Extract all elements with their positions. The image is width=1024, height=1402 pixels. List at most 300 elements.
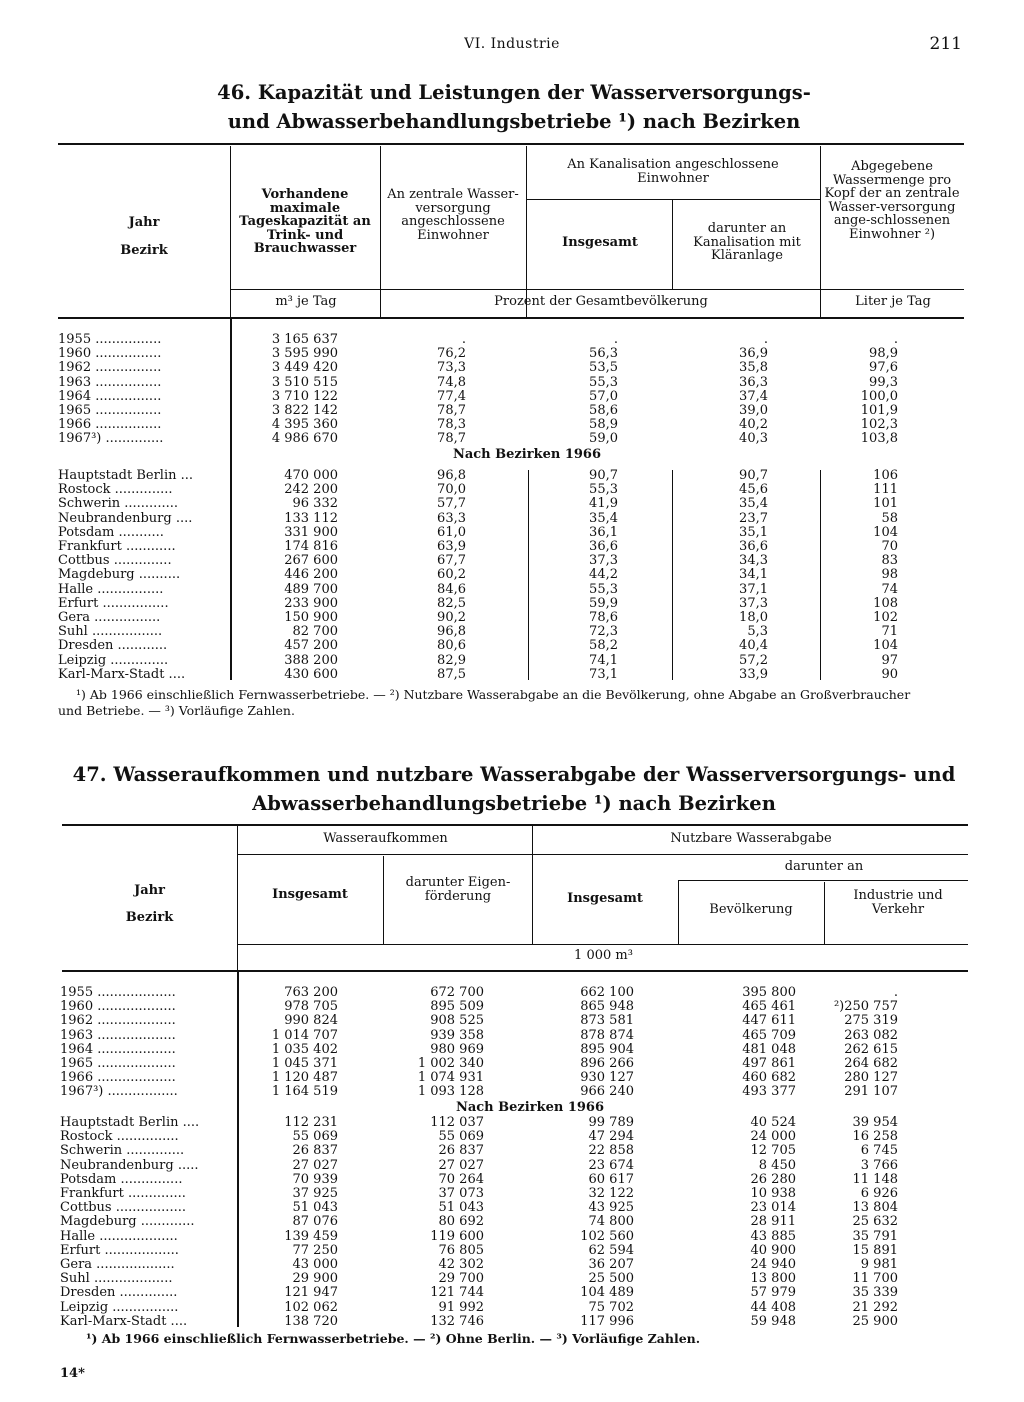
table47-footnote: ¹) Ab 1966 einschließlich Fernwasserbetriebe. — ²) Ohne Berlin. — ³) Vorläufige Zahlen. [86,1331,701,1346]
table-cell: 77 250 [292,1242,338,1258]
table-cell: 908 525 [430,1013,484,1029]
table-cell: 36 207 [588,1257,634,1272]
table-cell: 90,7 [589,468,618,483]
table46-section-heading: Nach Bezirken 1966 [452,447,602,462]
table-row [0,1085,1024,1099]
table46-title-line1: 46. Kapazität und Leistungen der Wasserversorgungs- [217,81,811,104]
table-cell: 104 489 [580,1285,634,1301]
table-cell: 90 [881,666,898,682]
table-cell: 36,9 [739,346,768,362]
table-row [0,432,1024,446]
table-cell: 74 800 [588,1214,634,1230]
table-cell: 15 891 [852,1242,898,1258]
table-cell: 78,6 [589,610,618,625]
table47-head-eigen: darunter Eigen-förderung [405,875,511,904]
table-row [0,1215,1024,1229]
table-row [0,1315,1024,1329]
table-cell: 39,0 [739,403,768,418]
table-row [0,404,1024,418]
table-cell: 61,0 [437,524,466,540]
table-cell: 3 449 420 [271,360,338,376]
table-cell: 73,1 [589,666,618,682]
table-cell: 291 107 [844,1084,898,1100]
table47-unit: 1 000 m³ [574,948,633,963]
table-cell: 58,9 [589,417,618,433]
table-cell: 263 082 [844,1027,898,1043]
table-cell: 60,2 [437,567,466,583]
table-cell: 99,3 [869,374,898,390]
table-cell: 139 459 [284,1228,338,1244]
table-cell: 35 339 [852,1285,898,1301]
table-row [0,611,1024,625]
table-cell: 978 705 [284,999,338,1015]
table-cell: 26 837 [292,1143,338,1159]
table-cell: 55,3 [589,581,618,597]
table-cell: 37,1 [739,581,768,597]
table-cell: 28 911 [750,1214,796,1230]
table47-head-insgesamt-2: Insgesamt [567,891,643,906]
row-label: 1964 ................... [60,1042,176,1057]
table-cell: . [893,985,898,1000]
table46-header-rule [58,317,964,319]
table-cell: 132 746 [430,1313,484,1329]
table-row [0,654,1024,668]
table-cell: 87,5 [437,666,466,682]
table-cell: 35 791 [852,1228,898,1244]
table-row [0,497,1024,511]
table-cell: 29 700 [438,1271,484,1287]
table-cell: 6 745 [860,1143,898,1159]
table47-head-nutzbar: Nutzbare Wasserabgabe [670,831,832,846]
table-cell: ²)250 757 [833,999,898,1015]
table-row [0,554,1024,568]
table-cell: 39 954 [852,1115,898,1130]
table-row [0,986,1024,1000]
table46-vline [230,146,231,317]
table-cell: 40,3 [739,431,768,447]
table-row [0,668,1024,682]
table-cell: 70 939 [292,1171,338,1187]
table-row [0,376,1024,390]
table-cell: 70 [881,539,898,554]
row-label: 1963 ................... [60,1028,176,1043]
table-row [0,1029,1024,1043]
table-row [0,469,1024,483]
table-cell: 55,3 [589,482,618,498]
row-label: Frankfurt ............ [58,540,176,554]
table-cell: 97 [881,652,898,668]
row-label: 1965 ................ [58,404,162,418]
table-row [0,418,1024,432]
table-cell: 5,3 [747,624,768,640]
table-cell: 57,0 [589,388,618,404]
row-label: Karl-Marx-Stadt .... [60,1314,188,1329]
table-cell: 60 617 [588,1171,634,1187]
table-cell: 133 112 [284,510,338,526]
table-row [0,1272,1024,1286]
row-label: 1966 ................ [58,418,162,433]
table-cell: 489 700 [284,581,338,597]
table-cell: 37 925 [292,1186,338,1201]
table-cell: 100,0 [860,388,898,404]
table-cell: 1 045 371 [271,1056,338,1071]
table-cell: 96,8 [437,624,466,640]
table-cell: 108 [873,595,898,611]
table-row [0,1043,1024,1057]
row-label: Hauptstadt Berlin ... [58,469,194,483]
table-cell: 23 014 [750,1200,796,1216]
table-row [0,1159,1024,1173]
table-cell: 25 632 [852,1214,898,1230]
table-cell: 174 816 [284,539,338,554]
table-cell: 447 611 [742,1013,796,1029]
table-cell: 878 874 [580,1027,634,1043]
table-cell: 6 926 [860,1186,898,1201]
row-label: Neubrandenburg ..... [60,1158,199,1173]
table-row [0,1187,1024,1201]
table-cell: 388 200 [284,652,338,668]
table-cell: 26 837 [438,1143,484,1159]
row-label: Erfurt ................ [58,596,169,611]
table-cell: 84,6 [437,581,466,597]
table-cell: 242 200 [284,482,338,498]
table-cell: 78,3 [437,417,466,433]
table-cell: 25 500 [588,1271,634,1287]
row-label: Halle ................ [58,582,164,597]
table-cell: 40 524 [750,1115,796,1130]
table-cell: 37,3 [739,595,768,611]
table-cell: 72,3 [589,624,618,640]
table-cell: 465 709 [742,1027,796,1043]
table47-vline [678,880,679,944]
table-cell: 966 240 [580,1084,634,1100]
table-row [0,540,1024,554]
table-row [0,361,1024,375]
row-label: Gera ................ [58,611,161,625]
table-cell: 939 358 [430,1027,484,1043]
table-row [0,1144,1024,1158]
table-cell: 36,1 [589,524,618,540]
table-cell: 102 [873,610,898,625]
table-cell: 58,2 [589,638,618,654]
table-cell: 43 925 [588,1200,634,1216]
table46-head-jahr: Jahr [128,215,160,230]
table-cell: 13 804 [852,1200,898,1216]
table-cell: 63,3 [437,510,466,526]
table-row [0,512,1024,526]
row-label: Halle ................... [60,1229,178,1244]
table-cell: 11 700 [852,1271,898,1287]
table-row [0,639,1024,653]
table-cell: 121 947 [284,1285,338,1301]
table-cell: 457 200 [284,638,338,654]
table47-rule [237,944,968,945]
row-label: 1965 ................... [60,1057,176,1071]
table-cell: 59 948 [750,1313,796,1329]
table-cell: 44 408 [750,1299,796,1315]
table-cell: 36,6 [739,539,768,554]
row-label: 1960 ................ [58,347,162,362]
table-cell: 990 824 [284,1013,338,1029]
table-cell: 82,9 [437,652,466,668]
table-cell: 47 294 [588,1129,634,1145]
table-cell: 36,6 [589,539,618,554]
table-cell: 331 900 [284,524,338,540]
table-cell: 24 000 [750,1129,796,1145]
table-cell: 42 302 [438,1257,484,1272]
table-cell: 80,6 [437,638,466,654]
row-label: Suhl ................... [60,1272,173,1287]
table-cell: 27 027 [292,1157,338,1173]
table47-vline [532,826,533,944]
table-cell: 3 710 122 [271,388,338,404]
table-cell: 233 900 [284,595,338,611]
row-label: Cottbus ................. [60,1201,186,1216]
row-label: 1967³) ................. [60,1085,178,1100]
table-cell: 32 122 [588,1186,634,1201]
table-cell: 3 822 142 [271,403,338,418]
table-cell: 41,9 [589,496,618,512]
table-cell: . [461,332,466,347]
row-label: Potsdam ........... [58,525,164,540]
table-cell: 662 100 [580,985,634,1000]
table46-unit-liter: Liter je Tag [855,294,931,309]
table-cell: 12 705 [750,1143,796,1159]
table-cell: 51 043 [438,1200,484,1216]
table-cell: 71 [881,624,898,640]
table-cell: 4 986 670 [271,431,338,447]
table-cell: 82 700 [292,624,338,640]
table-cell: 13 800 [750,1271,796,1287]
table47-section-heading: Nach Bezirken 1966 [455,1100,605,1115]
table-cell: 895 904 [580,1041,634,1057]
table-cell: 40,4 [739,638,768,654]
table-cell: 29 900 [292,1271,338,1287]
table-cell: 74 [881,581,898,597]
table46-rule [526,199,820,200]
table-cell: 34,3 [739,553,768,569]
row-label: Schwerin .............. [60,1144,185,1159]
table-cell: 1 074 931 [417,1070,484,1086]
table-row [0,1014,1024,1028]
table-cell: 23,7 [739,510,768,526]
row-label: Leipzig ................ [60,1300,179,1315]
table47-head-jahr: Jahr [134,883,165,898]
table-cell: 80 692 [438,1214,484,1230]
row-label: 1960 ................... [60,1000,176,1015]
table-cell: 73,3 [437,360,466,376]
table-cell: 150 900 [284,610,338,625]
table-cell: 58 [881,510,898,526]
table-cell: 1 093 128 [417,1084,484,1100]
table47-vline [824,882,825,944]
row-label: Rostock ............... [60,1130,179,1145]
table-cell: 55,3 [589,374,618,390]
table-cell: 25 900 [852,1313,898,1329]
table-cell: 24 940 [750,1257,796,1272]
table47-head-bevoelkerung: Bevölkerung [709,902,793,917]
table-cell: 96,8 [437,468,466,483]
table-cell: . [763,332,768,347]
table-cell: 63,9 [437,539,466,554]
row-label: 1962 ................... [60,1014,176,1029]
table-cell: 465 461 [742,999,796,1015]
table-cell: 99 789 [588,1115,634,1130]
table-cell: 37 073 [438,1186,484,1201]
table47-title [60,760,968,818]
table47-title-line2: Abwasserbehandlungsbetriebe ¹) nach Bezirken [252,792,776,815]
table-cell: 264 682 [844,1056,898,1071]
table-cell: 37,4 [739,388,768,404]
row-label: Dresden .............. [60,1286,178,1301]
table-row [0,526,1024,540]
table-cell: 104 [873,524,898,540]
row-label: Rostock .............. [58,483,173,498]
table-cell: 55 069 [438,1129,484,1145]
table-cell: 262 615 [844,1041,898,1057]
table-cell: 98,9 [869,346,898,362]
table-cell: 460 682 [742,1070,796,1086]
table-cell: 53,5 [589,360,618,376]
table-cell: 57,7 [437,496,466,512]
page-number: 211 [929,34,962,54]
table-cell: 106 [873,468,898,483]
table-row [0,347,1024,361]
table-cell: 481 048 [742,1041,796,1057]
table-row [0,1057,1024,1071]
table-cell: 930 127 [580,1070,634,1086]
table46-unit-m3: m³ je Tag [275,294,337,309]
table46-vline [672,200,673,290]
row-label: 1962 ................ [58,361,162,376]
table-cell: 57 979 [750,1285,796,1301]
table47-head-aufkommen: Wasseraufkommen [323,831,448,846]
table46-rule [230,289,964,290]
table-cell: 10 938 [750,1186,796,1201]
table-cell: 430 600 [284,666,338,682]
table-cell: 26 280 [750,1171,796,1187]
table47-title-line1: 47. Wasseraufkommen und nutzbare Wasserabgabe der Wasserversorgungs- und [72,763,956,786]
table-row [0,1000,1024,1014]
row-label: Magdeburg .......... [58,568,181,583]
table-cell: 76,2 [437,346,466,362]
table-cell: 59,9 [589,595,618,611]
table-row [0,1258,1024,1272]
table-cell: 74,8 [437,374,466,390]
table46-unit-prozent: Prozent der Gesamtbevölkerung [494,294,708,309]
row-label: Frankfurt .............. [60,1187,186,1201]
table46-title [60,78,968,136]
table47-vline [383,856,384,944]
table-cell: 112 231 [284,1115,338,1130]
table47-vline [237,826,238,972]
row-label: 1955 ................ [58,333,162,347]
table-cell: 470 000 [284,468,338,483]
table-cell: 102,3 [860,417,898,433]
table-cell: 70 264 [438,1171,484,1187]
table46-head-bezirk: Bezirk [120,243,168,258]
table-cell: 275 319 [844,1013,898,1029]
table-cell: 27 027 [438,1157,484,1173]
table47-head-bezirk: Bezirk [125,910,174,925]
table-cell: 101,9 [860,403,898,418]
table-row [0,568,1024,582]
table-cell: 763 200 [284,985,338,1000]
table-cell: 96 332 [292,496,338,512]
table-cell: 497 861 [742,1056,796,1071]
table-cell: 55 069 [292,1129,338,1145]
table-cell: 45,6 [739,482,768,498]
table47-head-industrie: Industrie und Verkehr [853,888,943,917]
table-cell: 35,4 [589,510,618,526]
table-cell: 59,0 [589,431,618,447]
table-cell: 21 292 [852,1299,898,1315]
table-cell: 1 120 487 [271,1070,338,1086]
table-cell: 77,4 [437,388,466,404]
row-label: Leipzig .............. [58,653,169,668]
table47-head-darunter: darunter an [784,859,864,874]
table46-head-kanalisation: An Kanalisation angeschlossene Einwohner [567,157,779,186]
table-cell: 3 165 637 [271,332,338,347]
table-row [0,1201,1024,1215]
table-cell: 18,0 [739,610,768,625]
table-cell: 3 766 [860,1157,898,1173]
row-label: Dresden ............ [58,639,168,654]
table46-footnote-2: und Betriebe. — ³) Vorläufige Zahlen. [58,703,295,718]
table46-head-zentral: An zentrale Wasser-versorgung angeschlossene Einwohner [387,187,519,243]
table-row [0,1230,1024,1244]
row-label: 1963 ................ [58,375,162,390]
table-cell: 101 [873,496,898,512]
table-cell: 22 858 [588,1143,634,1159]
table-cell: 35,8 [739,360,768,376]
table-cell: 1 035 402 [271,1041,338,1057]
chapter-header: VI. Industrie [464,36,560,52]
table-cell: 43 000 [292,1257,338,1272]
table-cell: 91 992 [438,1299,484,1315]
table46-head-kapazitaet: Vorhandene maximale Tageskapazität an Trink- und Brauchwasser [239,187,371,256]
row-label: Neubrandenburg .... [58,511,193,526]
table-row [0,597,1024,611]
table-row [0,1071,1024,1085]
table46-head-insgesamt: Insgesamt [562,235,638,250]
table-cell: 9 981 [860,1257,898,1272]
table-cell: 119 600 [430,1228,484,1244]
table-cell: 102 062 [284,1299,338,1315]
table-cell: 103,8 [860,431,898,447]
table-cell: 90,2 [437,610,466,625]
table-cell: 58,6 [589,403,618,418]
table-cell: 33,9 [739,666,768,682]
table-cell: 895 509 [430,999,484,1015]
table-cell: 102 560 [580,1228,634,1244]
table-cell: 74,1 [589,652,618,668]
table46-top-rule [58,143,964,145]
row-label: Erfurt .................. [60,1243,179,1258]
row-label: Cottbus .............. [58,554,172,569]
table-cell: 98 [881,567,898,583]
table-cell: 111 [873,482,898,498]
table-row [0,1244,1024,1258]
table-cell: 672 700 [430,985,484,1000]
table47-rule [237,854,968,855]
table-cell: 67,7 [437,553,466,569]
table47-top-rule [62,824,968,826]
table46-footnote-1: ¹) Ab 1966 einschließlich Fernwasserbetriebe. — ²) Nutzbare Wasserabgabe an die Bevölkerung, ohne Abgabe an Großverbraucher [76,687,911,702]
table-cell: 70,0 [437,482,466,498]
page-signature: 14* [60,1366,85,1381]
table-cell: 1 164 519 [271,1084,338,1100]
